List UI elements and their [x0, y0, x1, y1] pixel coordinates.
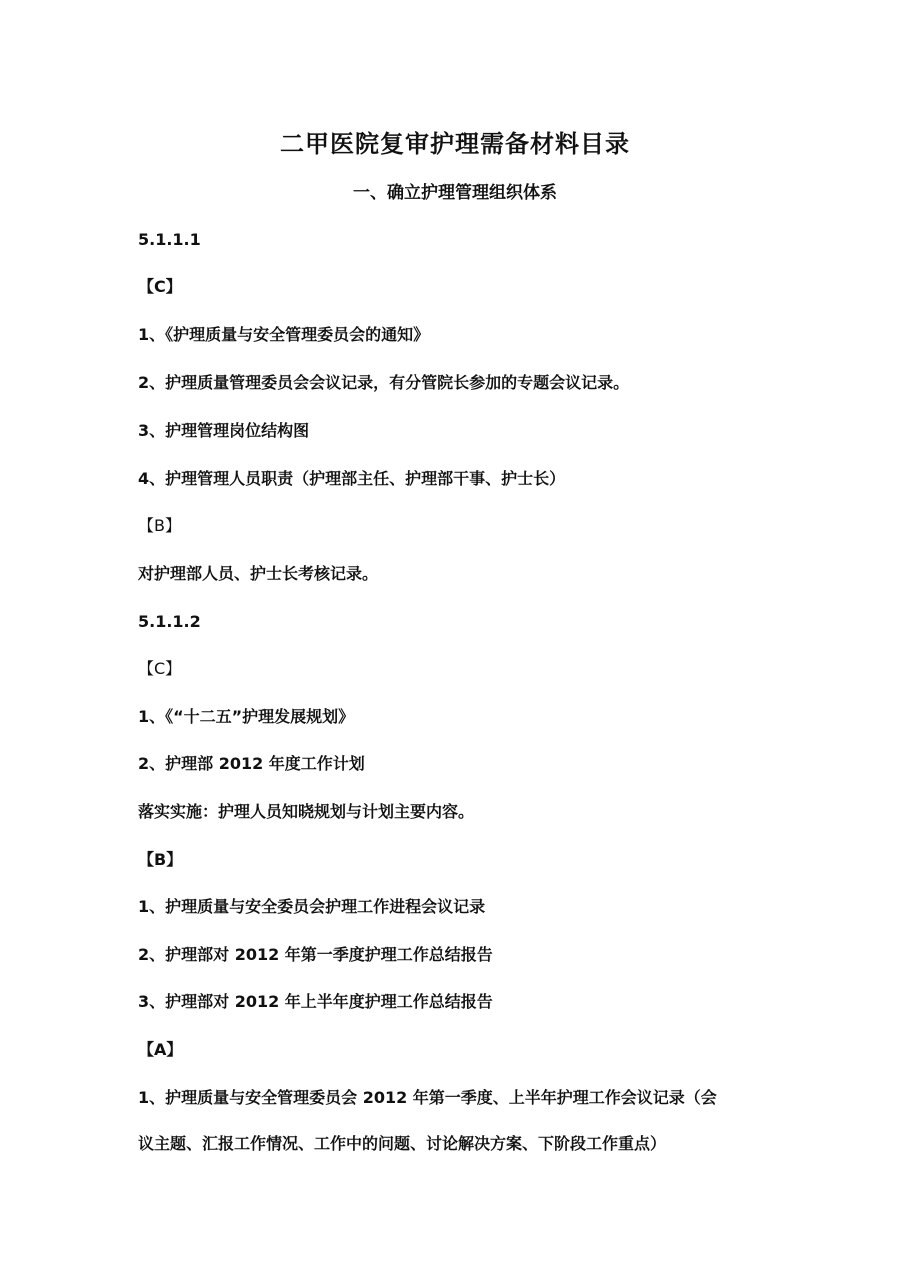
list-item: 落实实施：护理人员知晓规划与计划主要内容。	[138, 802, 475, 821]
section-heading: 一、确立护理管理组织体系	[353, 183, 557, 203]
grade-label: 【B】	[138, 516, 181, 535]
list-item: 3、护理管理岗位结构图	[138, 421, 310, 440]
list-item: 1、护理质量与安全委员会护理工作进程会议记录	[138, 897, 486, 916]
grade-label: 【A】	[138, 1040, 183, 1059]
list-item-continuation: 议主题、汇报工作情况、工作中的问题、讨论解决方案、下阶段工作重点）	[138, 1134, 667, 1153]
list-item: 对护理部人员、护士长考核记录。	[138, 564, 379, 583]
grade-label: 【B】	[138, 850, 183, 869]
grade-label: 【C】	[138, 277, 182, 296]
grade-label: 【C】	[138, 659, 182, 678]
list-item: 2、护理部对 2012 年第一季度护理工作总结报告	[138, 945, 493, 964]
clause-number: 5.1.1.1	[138, 230, 201, 249]
list-item: 3、护理部对 2012 年上半年度护理工作总结报告	[138, 992, 493, 1011]
list-item: 1、《“十二五”护理发展规划》	[138, 707, 355, 726]
list-item: 1、护理质量与安全管理委员会 2012 年第一季度、上半年护理工作会议记录（会	[138, 1088, 717, 1107]
document-title: 二甲医院复审护理需备材料目录	[280, 130, 630, 158]
list-item: 1、《护理质量与安全管理委员会的通知》	[138, 325, 430, 344]
list-item: 4、护理管理人员职责（护理部主任、护理部干事、护士长）	[138, 469, 566, 488]
list-item: 2、护理部 2012 年度工作计划	[138, 754, 365, 773]
clause-number: 5.1.1.2	[138, 612, 201, 631]
list-item: 2、护理质量管理委员会会议记录，有分管院长参加的专题会议记录。	[138, 373, 630, 392]
